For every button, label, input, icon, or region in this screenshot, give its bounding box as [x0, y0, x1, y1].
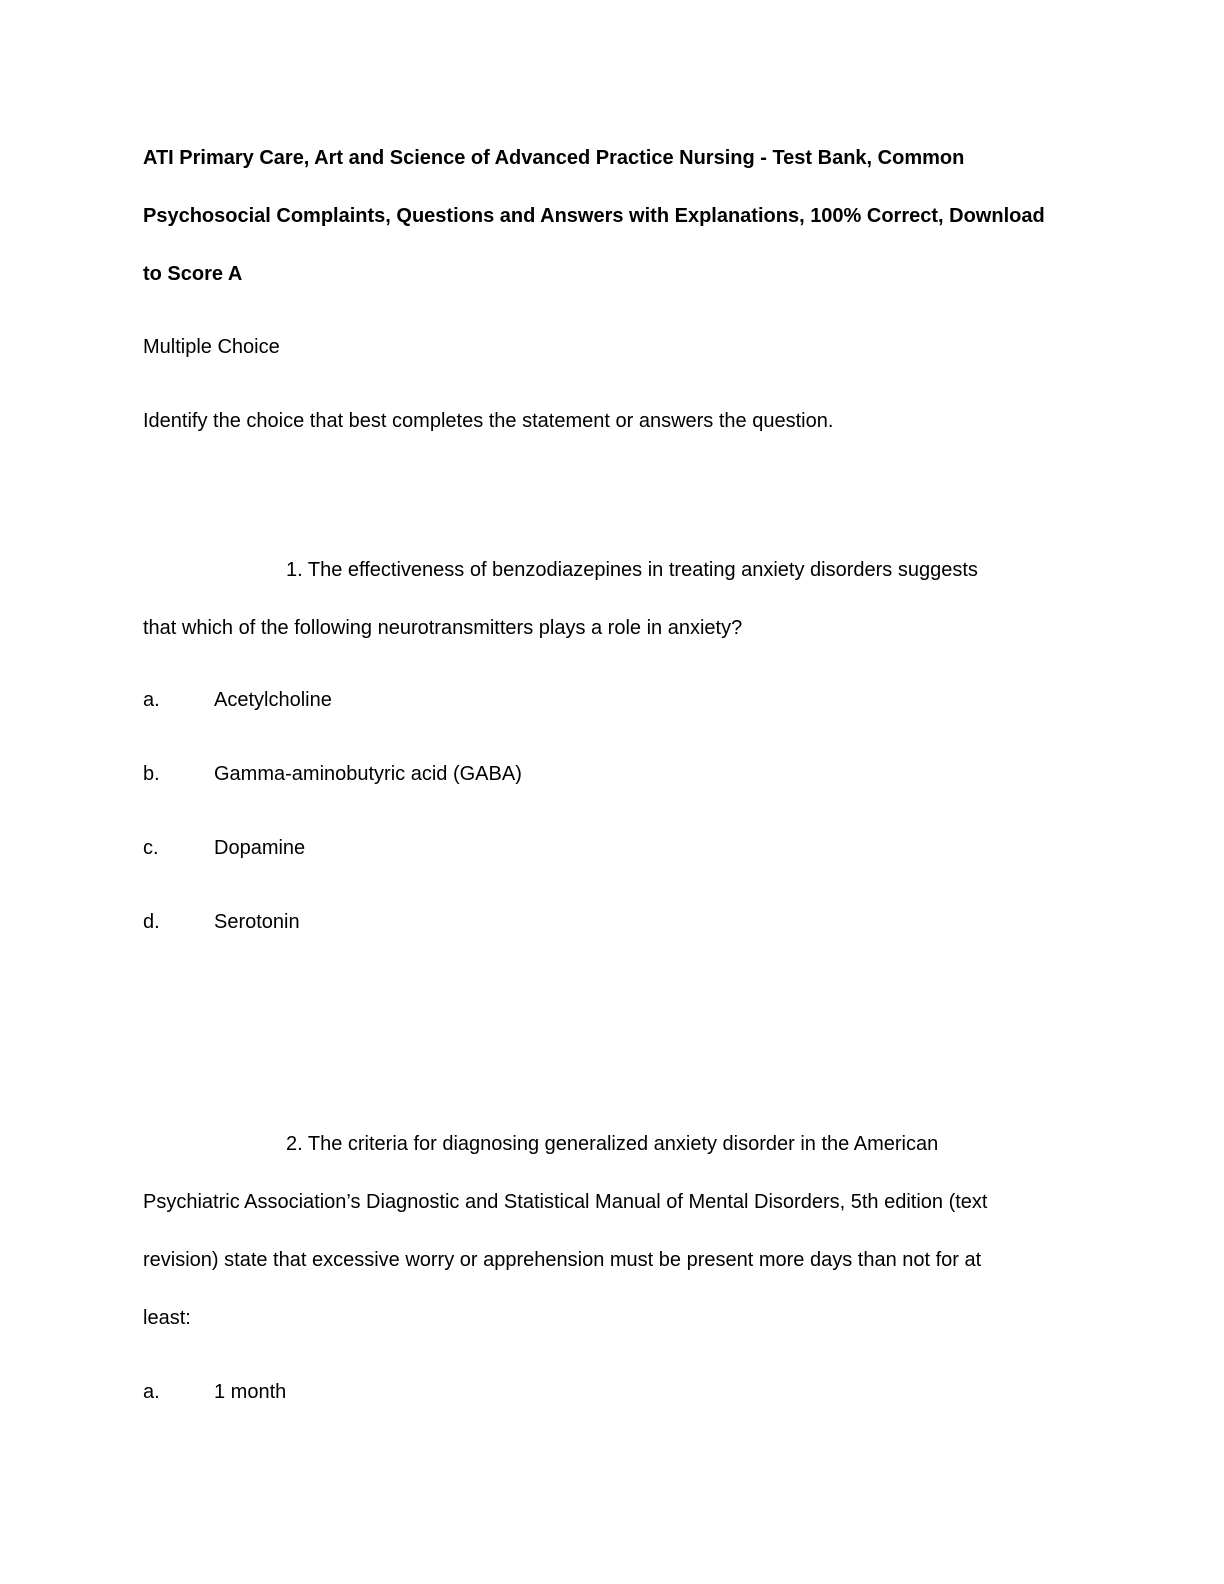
- question-1-line-2: that which of the following neurotransmitters plays a role in anxiety?: [143, 617, 743, 639]
- question-2-line-3: revision) state that excessive worry or apprehension must be present more days than not for at: [143, 1249, 982, 1271]
- option-text: Gamma-aminobutyric acid (GABA): [214, 763, 522, 785]
- option-text: Acetylcholine: [214, 689, 332, 711]
- question-1-line-1: 1. The effectiveness of benzodiazepines in treating anxiety disorders suggests: [286, 559, 978, 581]
- option-text: 1 month: [214, 1381, 287, 1403]
- question-2-line-1: 2. The criteria for diagnosing generalized anxiety disorder in the American: [286, 1133, 939, 1155]
- question-2-line-2: Psychiatric Association’s Diagnostic and Statistical Manual of Mental Disorders, 5th edition (text: [143, 1191, 988, 1213]
- option-letter: b.: [143, 763, 160, 785]
- option-letter: a.: [143, 689, 160, 711]
- document-title-line-1: ATI Primary Care, Art and Science of Advanced Practice Nursing - Test Bank, Common: [143, 147, 965, 169]
- question-2-line-4: least:: [143, 1307, 191, 1329]
- option-text: Dopamine: [214, 837, 306, 859]
- instructions: Identify the choice that best completes the statement or answers the question.: [143, 410, 834, 432]
- document-title-line-2: Psychosocial Complaints, Questions and Answers with Explanations, 100% Correct, Download: [143, 205, 1045, 227]
- section-heading: Multiple Choice: [143, 336, 280, 358]
- document-title-line-3: to Score A: [143, 263, 243, 285]
- option-letter: d.: [143, 911, 160, 933]
- option-text: Serotonin: [214, 911, 300, 933]
- option-letter: c.: [143, 837, 159, 859]
- option-letter: a.: [143, 1381, 160, 1403]
